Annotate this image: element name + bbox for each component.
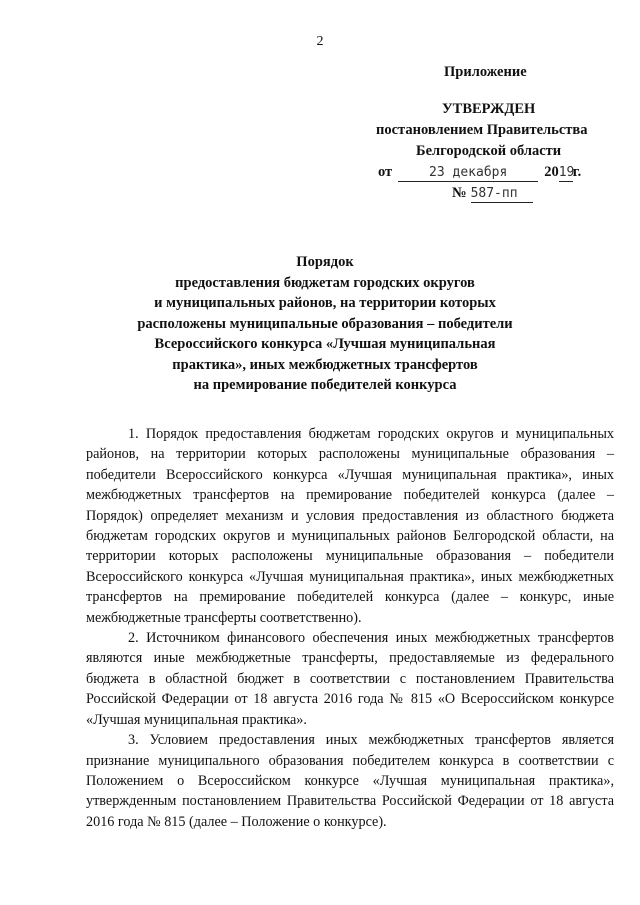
title-line-6: практика», иных межбюджетных трансфертов bbox=[172, 356, 478, 373]
decree-number-line bbox=[376, 183, 616, 204]
approved-label: УТВЕРЖДЕН bbox=[442, 101, 536, 117]
decree-label: постановлением Правительства bbox=[376, 122, 588, 138]
year-suffix: 19 bbox=[558, 165, 575, 180]
number-prefix: № bbox=[452, 185, 467, 201]
title-line-1: Порядок bbox=[296, 254, 354, 270]
decree-date-line bbox=[376, 162, 616, 183]
title-line-3: и муниципальных районов, на территории которых bbox=[154, 295, 496, 311]
region-label: Белгородской области bbox=[416, 143, 562, 159]
year-prefix: 20 bbox=[544, 164, 559, 180]
approval-block bbox=[376, 62, 616, 204]
document-body bbox=[86, 424, 614, 832]
decree-date-value: 23 декабря bbox=[398, 165, 538, 182]
title-line-4: расположены муниципальные образования – победители bbox=[137, 315, 513, 332]
title-line-2: предоставления бюджетам городских округов bbox=[175, 274, 475, 291]
date-prefix: от bbox=[378, 164, 393, 180]
appendix-label: Приложение bbox=[444, 64, 527, 80]
document-title bbox=[60, 252, 590, 396]
paragraph-2: 2. Источником финансового обеспечения иных межбюджетных трансфертов являются иные межбюджетные трансферты, предоставляемые из федерального бюджета в областной бюджет в соответствии с постановлением Правительства Российской Федерации от 18 августа 2016 года № 815 «О Всероссийском конкурсе «Лучшая муниципальная практика». bbox=[86, 630, 614, 728]
decree-number-value: 587-пп bbox=[471, 186, 533, 203]
paragraph-1: 1. Порядок предоставления бюджетам городских округов и муниципальных районов, на территории которых расположены муниципальные образования – победители Всероссийского конкурса «Лучшая муниципальная практика», иных межбюджетных трансфертов на премирование победителей конкурса (далее – Порядок) определяет механизм и условия предоставления из областного бюджета бюджетам городских округов и муниципальных районов Белгородской области, на территории которых расположены муниципальные образования – победители Всероссийского конкурса «Лучшая муниципальная практика», иных межбюджетных трансфертов на премирование победителей конкурса (далее – конкурс, иные межбюджетные трансферты соответственно). bbox=[86, 426, 614, 626]
title-line-7: на премирование победителей конкурса bbox=[193, 377, 457, 393]
page-number: 2 bbox=[316, 34, 324, 49]
paragraph-3: 3. Условием предоставления иных межбюджетных трансфертов является признание муниципального образования победителем конкурса в соответствии с Положением о Всероссийском конкурсе «Лучшая муниципальная практика», утвержденным постановлением Правительства Российской Федерации от 18 августа 2016 года № 815 (далее – Положение о конкурсе). bbox=[86, 732, 614, 830]
year-end: г. bbox=[572, 164, 582, 180]
title-line-5: Всероссийского конкурса «Лучшая муниципальная bbox=[154, 336, 496, 352]
